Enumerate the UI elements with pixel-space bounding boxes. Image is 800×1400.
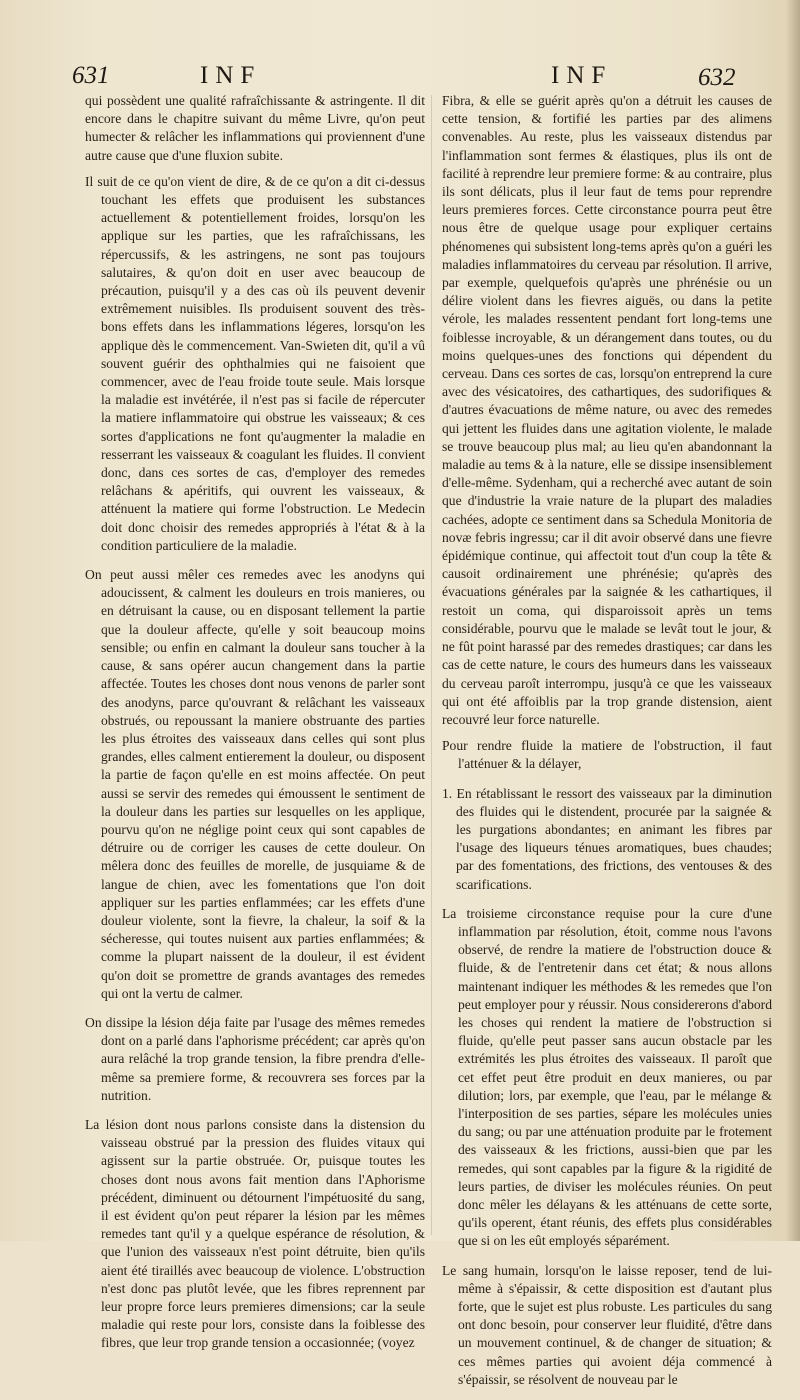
paragraph: qui possèdent une qualité rafraîchissante & astringente. Il dit encore dans le chapitre suivant du même Livre, qu'on peut humecter & relâcher les inflammations qui proviennent d'une autre cause que d'une fluxion subite. bbox=[85, 93, 425, 163]
paragraph: La troisieme circonstance requise pour la cure d'une inflammation par résolution, étoit, comme nous l'avons observé, de rendre la matiere de l'obstruction douce & fluide, & de l'entretenir dans cet état; & nous allons maintenant indiquer les méthodes & les remedes que l'on peut employer pour y réussir. Nous considererons d'abord les choses qui rendent la matiere de l'obstruction si fluide, qu'elle peut passer sans aucun obstacle par les extrémités les plus étroites des vaisseaux. Il paroît que cet effet peut être produit en deux manieres, ou par dilution; lors, par exemple, que l'eau, par le mélange & l'interposition de ses parties, sépare les molécules unies du sang; ou par une atténuation produite par le frotement des vaisseaux & les frictions, aussi-bien que par les remedes, qui sont capables par la figure & la rigidité de leurs parties, de diviser les molécules réunies. On peut donc mêler les délayans & les atténuans de cette sorte, qu'ils operent, étant réunis, des effets plus considérables que si on les eût employés séparément. bbox=[442, 905, 772, 1249]
paragraph: Pour rendre fluide la matiere de l'obstruction, il faut l'atténuer & la délayer, bbox=[442, 738, 772, 772]
page-edge-shadow bbox=[786, 0, 800, 1241]
right-column bbox=[442, 92, 772, 1400]
right-running-head: INF bbox=[551, 62, 613, 89]
paragraph: On dissipe la lésion déja faite par l'usage des mêmes remedes dont on a parlé dans l'aphorisme précédent; car après qu'on aura relâché la trop grande tension, la fibre prendra d'elle-même sa premiere forme, & recouvrera ses forces par la nutrition. bbox=[85, 1014, 425, 1103]
paragraph: La lésion dont nous parlons consiste dans la distension du vaisseau obstrué par la pression des fluides vitaux qui agissent sur la partie obstruée. Or, puisque toutes les choses dont nous avons fait mention dans l'Aphorisme précédent, diminuent ou détournent l'impétuosité du sang, il est évident qu'on peut réparer la lésion par les mêmes remedes tant qu'il y a quelque espérance de résolution, & que l'union des vaisseaux n'est point détruite, bien qu'ils aient été tiraillés avec beaucoup de violence. L'obstruction n'est donc pas plutôt levée, que les fibres reprennent par leur propre force leurs premieres dimensions; car la seule maladie qui reste pour lors, consiste dans la foiblesse des fibres, que leur trop grande tension a occasionnée; (voyez bbox=[85, 1116, 425, 1351]
left-column bbox=[85, 92, 425, 1364]
paragraph: Fibra, & elle se guérit après qu'on a détruit les causes de cette tension, & fortifié les parties par des alimens convenables. Au reste, plus les vaisseaux distendus par l'inflammation sont fermes & élastiques, plus ils ont de facilité à reprendre leur premiere forme: & au contraire, plus ils sont délicats, plus il leur faut de tems pour reprendre leurs premieres forces. Cette circonstance pourra peut être nous être de quelque usage pour expliquer certains phénomenes qui subsistent long-tems après qu'on a guéri les maladies inflammatoires du cerveau par résolution. Il arrive, par exemple, quelquefois qu'après une phrénésie ou un délire violent dans les fievres aiguës, ou dans la petite vérole, les malades ressentent pendant fort long-tems une foiblesse incroyable, & un dérangement dans toutes, ou du moins quelques-unes des fonctions qui dépendent du cerveau. Dans ces sortes de cas, lorsqu'on entreprend la cure avec des vésicatoires, des cathartiques, des sudorifiques & d'autres évacuations de même nature, ou avec des remedes qui jettent les fluides dans une agitation violente, le malade se trouve beaucoup plus mal; au lieu qu'en abandonnant la maladie au tems & à la nature, elle se dissipe insensiblement d'elle-même. Sydenham, qui a recherché avec autant de soin que d'industrie la vraie nature de la plupart des maladies cachées, adopte ce sentiment dans sa Schedula Monitoria de novæ febris ingressu; car il dit avoir observé dans une fievre épidémique continue, qui affectoit tout d'un coup la tête & causoit ordinairement une phrénésie; qu'après des évacuations générales par la saignée & les cathartiques, il restoit un coma, qui disparoissoit après un tems considérable, pourvu que le malade se levât tout le jour, & ne fût point harassé par des remedes drastiques; car dans les cas de cette nature, le cours des humeurs dans les vaisseaux du cerveau paroît interrompu, jusqu'à ce que les vaisseaux qui ont été affoiblis par la trop grande distension, aient recouvré leur force naturelle. bbox=[442, 93, 772, 727]
paragraph: On peut aussi mêler ces remedes avec les anodyns qui adoucissent, & calment les douleurs en trois manieres, ou en détruisant la cause, ou en disposant tellement la partie que la douleur affecte, qu'elle y soit beaucoup moins sensible; ou enfin en calmant la douleur sans toucher à la cause, & sans opérer aucun changement dans la partie affectée. Toutes les choses dont nous venons de parler sont des anodyns, parce qu'ouvrant & relâchant les vaisseaux obstrués, ou repoussant la maniere obstruante des parties les plus étroites des vaisseaux dans celles qui sont plus grandes, elles calment entierement la douleur, ou disposent la partie de façon qu'elle en est moins affectée. On peut aussi se servir des remedes qui émoussent le sentiment de la douleur dans les parties sur lesquelles on les applique, pourvu qu'on ne néglige point ceux qui sont capables de détruire ou de corriger les causes de cette douleur. On mêlera donc des feuilles de morelle, de jusquiame & de langue de chien, avec les fomentations que l'on doit appliquer sur les parties enflammées; car les effets d'une douleur violente, sont la fievre, la chaleur, la soif & la sécheresse, qui toutes nuisent aux parties enflammées; & comme la plupart naissent de la douleur, il est évident qu'on doit se promettre de grands avantages des remedes qui ont la vertu de calmer. bbox=[85, 567, 425, 1001]
paragraph: Il suit de ce qu'on vient de dire, & de ce qu'on a dit ci-dessus touchant les effets que produisent les substances actuellement & potentiellement froides, lorsqu'on les applique sur les parties, que les rafraîchissans, les répercussifs, & les astringens, ne sont pas toujours salutaires, & qu'on doit en user avec beaucoup de précaution, puisqu'il y a des cas où ils peuvent devenir extrêmement nuisibles. Ils produisent souvent des très-bons effets dans les inflammations légeres, lorsqu'on les applique dès le commencement. Van-Swieten dit, qu'il a vû souvent guérir des ophthalmies qui ne faisoient que commencer, avec de l'eau froide toute seule. Mais lorsque la maladie est invétérée, il n'est pas si facile de répercuter la matiere inflammatoire qui obstrue les vaisseaux; & ces sortes d'applications ne font qu'augmenter la maladie en resserrant les vaisseaux & coagulant les fluides. Il convient donc, dans ces sortes de cas, d'employer des remedes relâchans & apéritifs, qui ouvrent les vaisseaux, & atténuent la matiere qui forme l'obstruction. Le Medecin doit donc choisir des remedes appropriés à l'état & à la condition particuliere de la maladie. bbox=[85, 173, 425, 553]
paragraph: Le sang humain, lorsqu'on le laisse reposer, tend de lui-même à s'épaissir, & cette disposition est d'autant plus forte, que le sujet est plus robuste. Les particules du sang ont donc besoin, pour conserver leur fluidité, d'être dans un mouvement continuel, & de changer de situation; & ces mêmes parties qui avoient déja commencé à s'épaissir, se résolvent de nouveau par le bbox=[442, 1262, 772, 1387]
running-header bbox=[0, 60, 800, 90]
column-divider bbox=[431, 95, 432, 1235]
left-page-number: 631 bbox=[72, 62, 110, 89]
left-running-head: INF bbox=[200, 62, 262, 89]
right-page-number: 632 bbox=[698, 64, 736, 91]
numbered-paragraph: 1. En rétablissant le ressort des vaisseaux par la diminution des fluides qui le distendent, procurée par la saignée & les purgations abondantes; en animant les fibres par l'usage des liqueurs ténues aromatiques, bues chaudes; par des fomentations, des frictions, des ventouses & des scarifications. bbox=[442, 785, 772, 892]
